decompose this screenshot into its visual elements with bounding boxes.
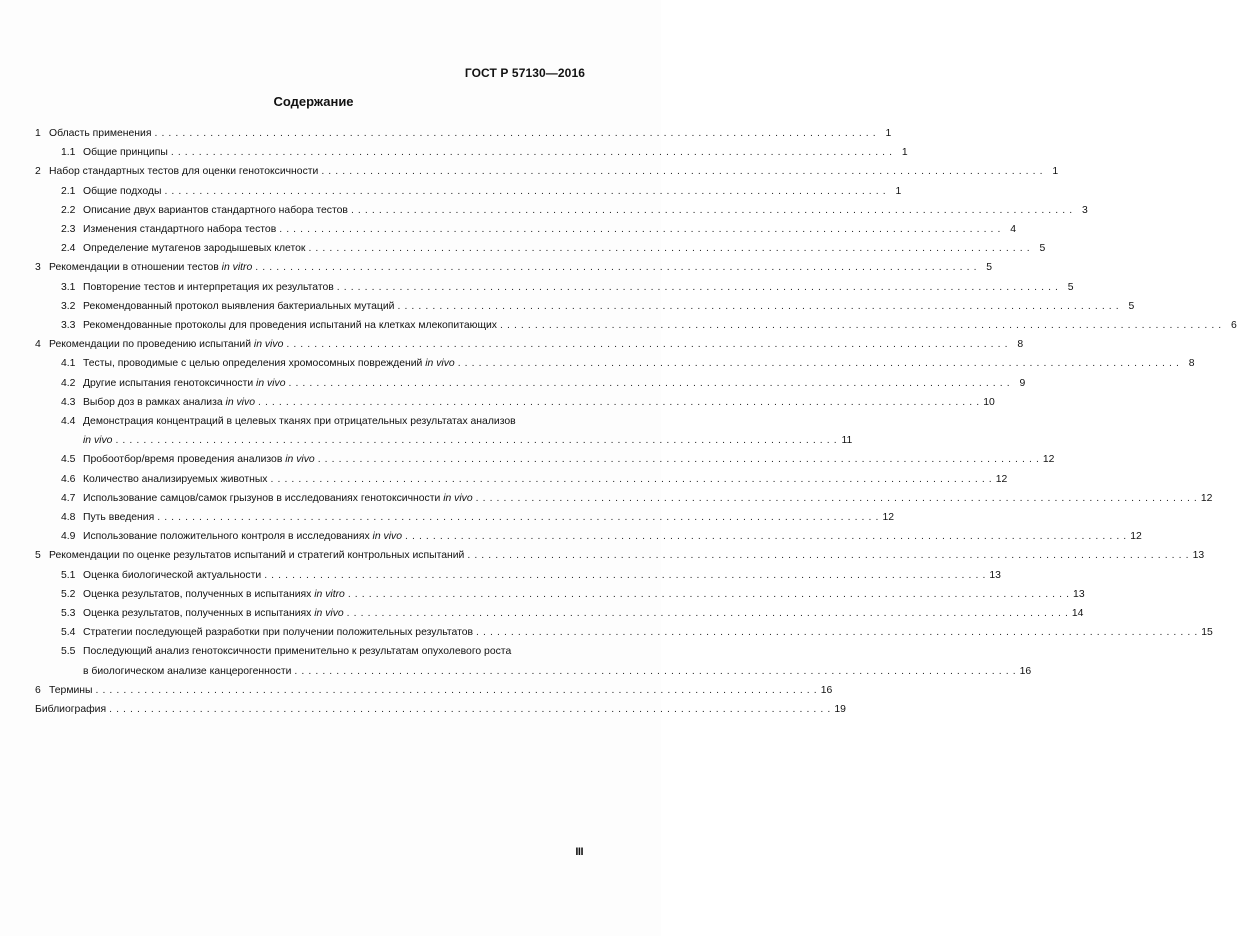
toc-entry-page: 13 bbox=[989, 569, 1001, 581]
toc-entry bbox=[35, 489, 1213, 508]
toc-entry-number: 4.4 bbox=[61, 416, 76, 428]
toc-entry-text bbox=[83, 470, 268, 489]
toc-entry bbox=[35, 585, 1085, 604]
toc-entry-number: 5.2 bbox=[61, 588, 76, 600]
toc-entry-page: 12 bbox=[882, 512, 894, 524]
toc-entry-text bbox=[83, 527, 402, 546]
toc-entry-italic: in vivo bbox=[83, 435, 113, 447]
toc-entry-title: Количество анализируемых животных bbox=[83, 473, 268, 485]
toc-entry-italic: in vivo bbox=[372, 531, 402, 543]
toc-entry-text: Демонстрация концентраций в целевых тканях при отрицательных результатах анализов bbox=[83, 416, 516, 428]
toc-entry bbox=[35, 239, 1046, 258]
toc-leader-dots bbox=[288, 374, 1010, 393]
toc-leader-dots bbox=[458, 354, 1180, 373]
toc-leader-dots bbox=[258, 393, 980, 412]
toc-entry bbox=[35, 700, 846, 719]
toc-entry-page: 14 bbox=[1071, 608, 1084, 620]
toc-entry-title: Общие принципы bbox=[83, 147, 168, 159]
toc-leader-dots bbox=[271, 470, 993, 489]
toc-entry-page: 5 bbox=[1128, 300, 1135, 312]
toc-entry-title: Стратегии последующей разработки при получении положительных результатов bbox=[83, 627, 474, 639]
toc-entry-text bbox=[35, 700, 106, 719]
toc-entry-title: Путь введения bbox=[83, 512, 155, 524]
toc-entry-title: Термины bbox=[49, 684, 93, 696]
toc-entry-text bbox=[49, 546, 464, 565]
toc-entry-text bbox=[83, 585, 345, 604]
toc-entry-number: 4 bbox=[35, 339, 41, 351]
toc-leader-dots bbox=[157, 508, 879, 527]
toc-entry-number: 4.7 bbox=[61, 492, 76, 504]
toc-entry-title: Использование положительного контроля в исследованиях bbox=[83, 531, 373, 543]
toc-entry bbox=[35, 162, 1059, 181]
toc-entry-page: 19 bbox=[834, 704, 846, 716]
toc-entry bbox=[35, 681, 833, 700]
toc-leader-dots bbox=[397, 297, 1119, 316]
toc-entry-text bbox=[83, 278, 334, 297]
toc-entry-text bbox=[83, 143, 168, 162]
toc-entry bbox=[35, 374, 1026, 393]
toc-leader-dots bbox=[154, 124, 876, 143]
toc-entry bbox=[35, 258, 993, 277]
toc-leader-dots bbox=[351, 201, 1073, 220]
toc-leader-dots bbox=[286, 335, 1008, 354]
toc-entry-title: Тесты, проводимые с целью определения хромосомных повреждений bbox=[83, 358, 426, 370]
toc-entry-number: 2.4 bbox=[61, 243, 76, 255]
toc-leader-dots bbox=[164, 182, 886, 201]
toc-entry-page: 15 bbox=[1201, 627, 1213, 639]
toc-entry-title: Область применения bbox=[49, 128, 152, 139]
toc-entry-number: 5.1 bbox=[61, 569, 76, 581]
toc-entry-page: 1 bbox=[901, 147, 908, 159]
toc-entry-title: Повторение тестов и интерпретация их результатов bbox=[83, 281, 334, 293]
toc-entry-page: 16 bbox=[1019, 665, 1032, 677]
toc-entry bbox=[35, 278, 1074, 297]
toc-entry-number: 3.3 bbox=[61, 320, 76, 332]
toc-entry-italic: in vivo bbox=[256, 377, 286, 389]
toc-entry-page: 12 bbox=[1200, 492, 1213, 504]
toc-entry-title: Оценка биологической актуальности bbox=[83, 569, 262, 581]
toc-leader-dots bbox=[348, 585, 1070, 604]
toc-entry-number: 2.2 bbox=[61, 204, 76, 216]
toc-entry bbox=[35, 470, 1008, 489]
toc-entry bbox=[35, 393, 995, 412]
toc-entry-title: Набор стандартных тестов для оценки генотоксичности bbox=[49, 166, 319, 178]
toc-entry bbox=[35, 623, 1213, 642]
toc-entry-title: Другие испытания генотоксичности bbox=[83, 377, 257, 389]
toc-entry-number: 2.3 bbox=[61, 224, 76, 236]
toc-entry-number: 2.1 bbox=[61, 185, 76, 197]
toc-entry-text bbox=[83, 508, 154, 527]
toc-leader-dots bbox=[115, 431, 837, 450]
toc-entry-title: Рекомендации в отношении тестов bbox=[49, 262, 222, 274]
toc-leader-dots bbox=[337, 278, 1059, 297]
toc-entry-italic: in vivo bbox=[285, 454, 315, 466]
toc-entry-italic: in vivo bbox=[425, 358, 455, 370]
toc-entry-page: 5 bbox=[1067, 281, 1074, 293]
toc-entry-page: 1 bbox=[885, 128, 892, 139]
toc-entry-title: Оценка результатов, полученных в испытаниях bbox=[83, 588, 315, 600]
toc-entry-text bbox=[83, 297, 394, 316]
toc-entry-number: 4.8 bbox=[61, 512, 76, 524]
toc-entry bbox=[35, 566, 1001, 585]
toc-entry-title: Общие подходы bbox=[83, 185, 162, 197]
toc-entry-page: 13 bbox=[1073, 588, 1085, 600]
toc-entry-page: 9 bbox=[1019, 377, 1026, 389]
toc-entry-text bbox=[83, 182, 161, 201]
toc-leader-dots bbox=[171, 143, 893, 162]
toc-entry-number: 3 bbox=[35, 262, 41, 274]
toc-entry bbox=[35, 297, 1135, 316]
toc-entry-title: Изменения стандартного набора тестов bbox=[83, 224, 277, 236]
toc-entry-number: 3.2 bbox=[61, 300, 76, 312]
toc-leader-dots bbox=[318, 450, 1040, 469]
toc-entry-page: 4 bbox=[1010, 224, 1017, 236]
toc-leader-dots bbox=[279, 220, 1001, 239]
toc-entry-number: 4.9 bbox=[61, 531, 76, 543]
toc-entry-italic: in vivo bbox=[443, 492, 473, 504]
toc-entry-page: 1 bbox=[895, 185, 902, 197]
toc-entry bbox=[35, 527, 1142, 546]
toc-entry-number: 4.3 bbox=[61, 396, 76, 408]
toc-entry bbox=[35, 220, 1017, 239]
toc-entry-number: 2 bbox=[35, 166, 41, 178]
toc-entry-text bbox=[49, 335, 283, 354]
toc-entry-title: Рекомендации по проведению испытаний bbox=[49, 339, 254, 351]
toc-leader-dots bbox=[500, 316, 1222, 335]
toc-entry-text bbox=[49, 162, 318, 181]
toc-entry-page: 5 bbox=[1039, 243, 1046, 255]
toc-leader-dots bbox=[95, 681, 817, 700]
toc-entry-text bbox=[83, 316, 497, 335]
toc-entry-title: Определение мутагенов зародышевых клеток bbox=[83, 243, 306, 255]
toc-entry-page: 10 bbox=[983, 396, 995, 408]
toc-entry-italic: in vivo bbox=[314, 608, 344, 620]
toc-entry-page: 1 bbox=[1052, 166, 1059, 178]
toc-entry-text bbox=[83, 220, 276, 239]
toc-entry bbox=[35, 450, 1055, 469]
toc-entry-page: 12 bbox=[1130, 531, 1142, 543]
toc-entry-text bbox=[83, 239, 305, 258]
toc-leader-dots bbox=[255, 258, 977, 277]
page-title: Содержание bbox=[273, 94, 354, 109]
toc-entry-text bbox=[83, 489, 473, 508]
toc-entry-text bbox=[83, 393, 255, 412]
document-code: ГОСТ Р 57130—2016 bbox=[464, 66, 585, 80]
toc-leader-dots bbox=[308, 239, 1030, 258]
toc-entry bbox=[35, 354, 1195, 373]
toc-entry bbox=[35, 316, 1237, 335]
toc-leader-dots bbox=[264, 566, 986, 585]
toc-leader-dots bbox=[476, 623, 1198, 642]
toc-entry-title: Библиография bbox=[35, 704, 107, 716]
toc-entry-text bbox=[83, 566, 261, 585]
toc-entry-text bbox=[83, 354, 455, 373]
toc-entry-page: 8 bbox=[1017, 339, 1024, 351]
toc-entry-title: Использование самцов/самок грызунов в исследованиях генотоксичности bbox=[83, 492, 444, 504]
toc-entry-italic: in vitro bbox=[221, 262, 253, 274]
toc-entry-title: Выбор доз в рамках анализа bbox=[83, 396, 226, 408]
toc-entry-text bbox=[83, 623, 473, 642]
toc-entry bbox=[35, 335, 1024, 354]
page-number: III bbox=[575, 846, 583, 858]
toc-entry-title: Рекомендации по оценке результатов испытаний и стратегий контрольных испытаний bbox=[49, 550, 465, 562]
toc-entry-title: Рекомендованные протоколы для проведения испытаний на клетках млекопитающих bbox=[83, 320, 497, 332]
toc-entry bbox=[35, 182, 902, 201]
toc-entry-page: 13 bbox=[1192, 550, 1205, 562]
toc-entry-page: 8 bbox=[1188, 358, 1195, 370]
toc-entry-page: 6 bbox=[1231, 320, 1237, 332]
toc-entry-number: 6 bbox=[35, 684, 41, 696]
toc-entry-text bbox=[83, 201, 348, 220]
toc-entry-number: 5.5 bbox=[61, 646, 76, 658]
toc-entry bbox=[35, 642, 1032, 680]
toc-entry-number: 4.1 bbox=[61, 358, 76, 370]
toc-entry-italic: in vivo bbox=[225, 396, 255, 408]
toc-entry-title: Пробоотбор/время проведения анализов bbox=[83, 454, 286, 466]
toc-entry-number: 1.1 bbox=[61, 147, 76, 159]
toc-entry-number: 1 bbox=[35, 128, 41, 139]
toc-entry-text bbox=[83, 374, 285, 393]
toc-entry-italic: in vivo bbox=[253, 339, 284, 351]
toc-entry-number: 5 bbox=[35, 550, 41, 562]
toc-entry-number: 5.4 bbox=[61, 627, 76, 639]
toc-entry bbox=[35, 124, 892, 143]
toc-entry-text-continued: в биологическом анализе канцерогенности bbox=[83, 665, 292, 677]
toc-entry-number: 4.5 bbox=[61, 454, 76, 466]
toc-entry-page: 12 bbox=[995, 473, 1008, 485]
table-of-contents bbox=[35, 124, 1237, 719]
toc-entry-title: Описание двух вариантов стандартного набора тестов bbox=[83, 204, 348, 216]
toc-entry bbox=[35, 201, 1088, 220]
toc-entry-title: Рекомендованный протокол выявления бактериальных мутаций bbox=[83, 300, 395, 312]
toc-entry-text: Последующий анализ генотоксичности применительно к результатам опухолевого роста bbox=[83, 646, 512, 658]
toc-leader-dots bbox=[476, 489, 1198, 508]
toc-entry bbox=[35, 143, 908, 162]
toc-entry-page: 3 bbox=[1081, 204, 1088, 216]
toc-entry-number: 4.6 bbox=[61, 473, 76, 485]
toc-entry-number: 5.3 bbox=[61, 608, 76, 620]
toc-entry-title: Оценка результатов, полученных в испытаниях bbox=[83, 608, 315, 620]
toc-entry-text bbox=[83, 604, 344, 623]
toc-leader-dots bbox=[321, 162, 1043, 181]
toc-leader-dots bbox=[467, 546, 1189, 565]
toc-entry-page: 12 bbox=[1042, 454, 1055, 466]
toc-entry-number: 4.2 bbox=[61, 377, 76, 389]
toc-entry-number: 3.1 bbox=[61, 281, 76, 293]
toc-entry-page: 11 bbox=[841, 435, 853, 447]
toc-entry-page: 16 bbox=[820, 684, 833, 696]
toc-leader-dots bbox=[347, 604, 1069, 623]
toc-entry bbox=[35, 604, 1084, 623]
toc-leader-dots bbox=[294, 662, 1016, 681]
toc-entry bbox=[35, 412, 853, 450]
toc-entry-text bbox=[49, 681, 92, 700]
toc-leader-dots bbox=[109, 700, 831, 719]
toc-entry-text bbox=[49, 124, 151, 143]
toc-entry-text bbox=[83, 450, 315, 469]
toc-entry bbox=[35, 508, 894, 527]
toc-entry bbox=[35, 546, 1205, 565]
toc-entry-text bbox=[49, 258, 252, 277]
toc-leader-dots bbox=[405, 527, 1127, 546]
toc-entry-page: 5 bbox=[986, 262, 993, 274]
toc-entry-italic: in vitro bbox=[314, 588, 345, 600]
